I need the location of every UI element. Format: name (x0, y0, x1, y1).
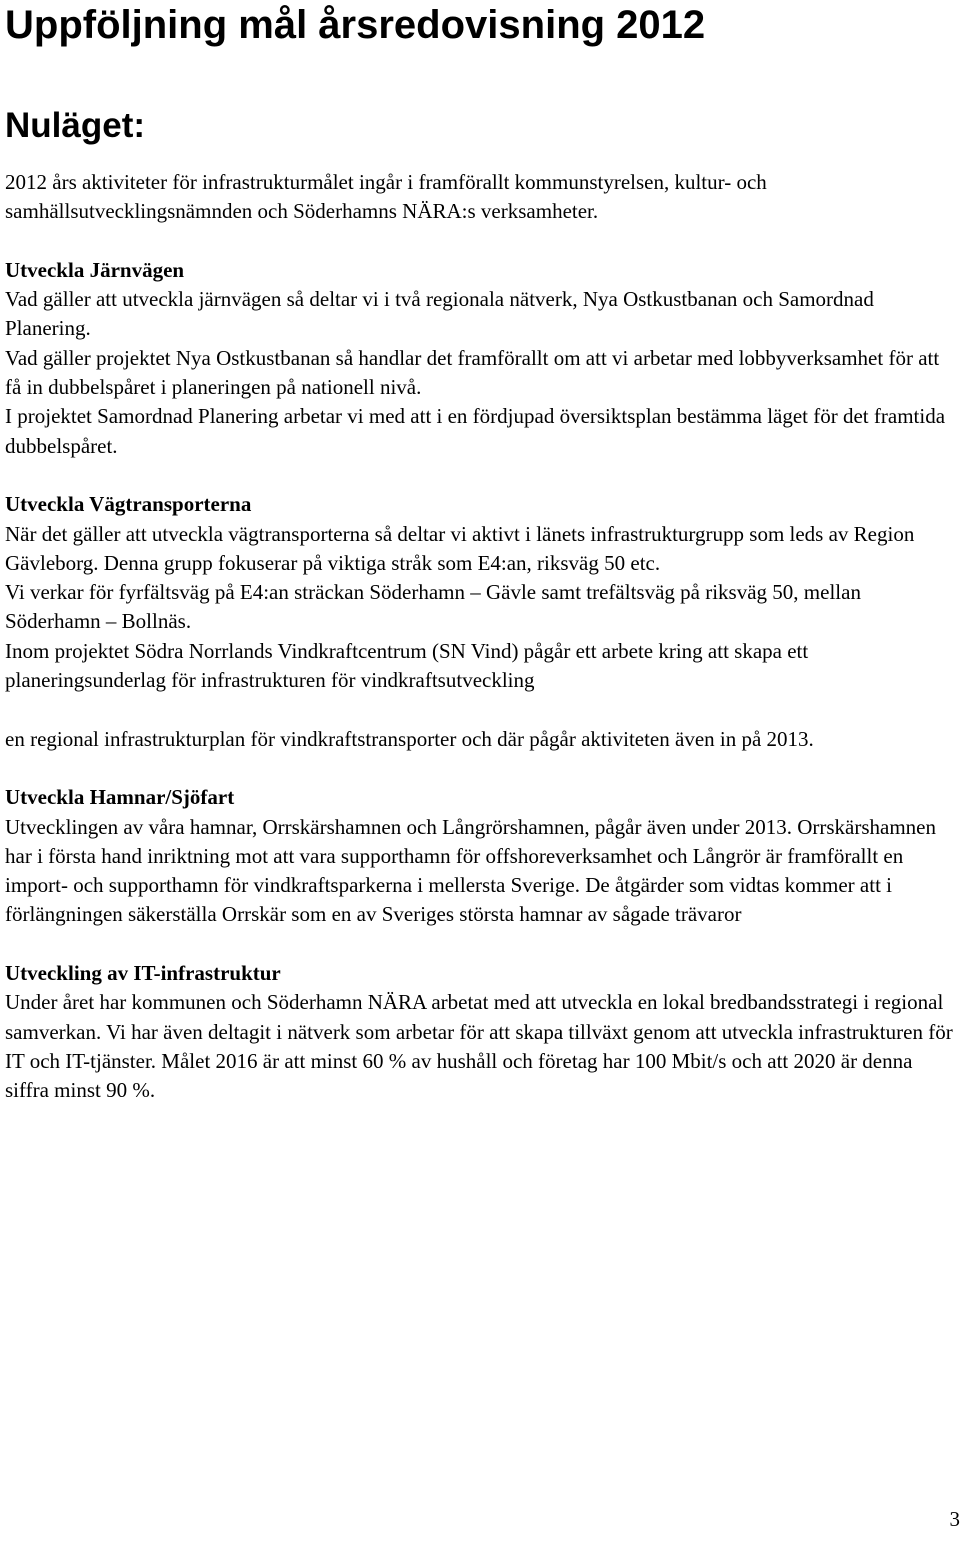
section-heading: Utveckla Vägtransporterna (5, 492, 252, 517)
paragraph: Utvecklingen av våra hamnar, Orrskärshamnen och Långrörshamnen, pågår även under 2013. Orrskärshamnen har i första hand inriktning mot att vara supporthamn för offshoreverksamhet och Långrör är framförallt en import- och supporthamn för vindkraftsparkerna i mellersta Sverige. De åtgärder som vidtas kommer att i förlängningen säkerställa Orrskär som en av Sveriges största hamnar av sågade trävaror (5, 814, 936, 927)
paragraph: en regional infrastrukturplan för vindkraftstransporter och där pågår aktiviteten även in på 2013. (5, 726, 814, 751)
section-hamnar-sjofart (5, 783, 957, 929)
section-heading: Utveckling av IT-infrastruktur (5, 961, 281, 986)
section-heading: Utveckla Hamnar/Sjöfart (5, 785, 235, 810)
spacer (5, 754, 957, 783)
intro-paragraph: 2012 års aktiviteter för infrastrukturmålet ingår i framförallt kommunstyrelsen, kultur- och samhällsutvecklingsnämnden och Söderhamns NÄRA:s verksamheter. (5, 170, 767, 224)
page-number: 3 (949, 1507, 960, 1531)
paragraph: Vad gäller att utveckla järnvägen så deltar vi i två regionala nätverk, Nya Ostkustbanan och Samordnad Planering. (5, 287, 874, 341)
paragraph: Under året har kommunen och Söderhamn NÄRA arbetat med att utveckla en lokal bredbandsstrategi i regional samverkan. Vi har även deltagit i nätverk som arbetar för att skapa tillväxt genom att utveckla infrastrukturen för IT och IT-tjänster. Målet 2016 är att minst 60 % av hushåll och företag har 100 Mbit/s och att 2020 är denna siffra minst 90 %. (5, 990, 953, 1103)
section-jarnvagen (5, 256, 957, 461)
paragraph: När det gäller att utveckla vägtransporterna så deltar vi aktivt i länets infrastrukturgrupp som leds av Region Gävleborg. Denna grupp fokuserar på viktiga stråk som E4:an, riksväg 50 etc. (5, 521, 915, 575)
spacer (5, 461, 957, 490)
paragraph: I projektet Samordnad Planering arbetar vi med att i en fördjupad översiktsplan bestämma läget för det framtida dubbelspåret. (5, 404, 946, 458)
document-title: Uppföljning mål årsredovisning 2012 (5, 3, 706, 47)
paragraph: Vi verkar för fyrfältsväg på E4:an sträckan Söderhamn – Gävle samt trefältsväg på riksväg 50, mellan Söderhamn – Bollnäs. (5, 580, 861, 634)
spacer (5, 227, 957, 256)
spacer (5, 695, 957, 724)
section-heading: Utveckla Järnvägen (5, 257, 185, 282)
paragraph: Vad gäller projektet Nya Ostkustbanan så handlar det framförallt om att vi arbetar med lobbyverksamhet för att få in dubbelspåret i planeringen på nationell nivå. (5, 345, 940, 400)
document-page (5, 0, 957, 1106)
section-it-infrastruktur (5, 959, 957, 1105)
document-body (5, 168, 957, 1106)
spacer (5, 930, 957, 959)
section-title: Nuläget: (5, 106, 145, 145)
section-vagtransporterna (5, 490, 957, 754)
paragraph: Inom projektet Södra Norrlands Vindkraftcentrum (SN Vind) pågår ett arbete kring att skapa ett planeringsunderlag för infrastrukturen för vindkraftsutveckling (5, 638, 809, 693)
